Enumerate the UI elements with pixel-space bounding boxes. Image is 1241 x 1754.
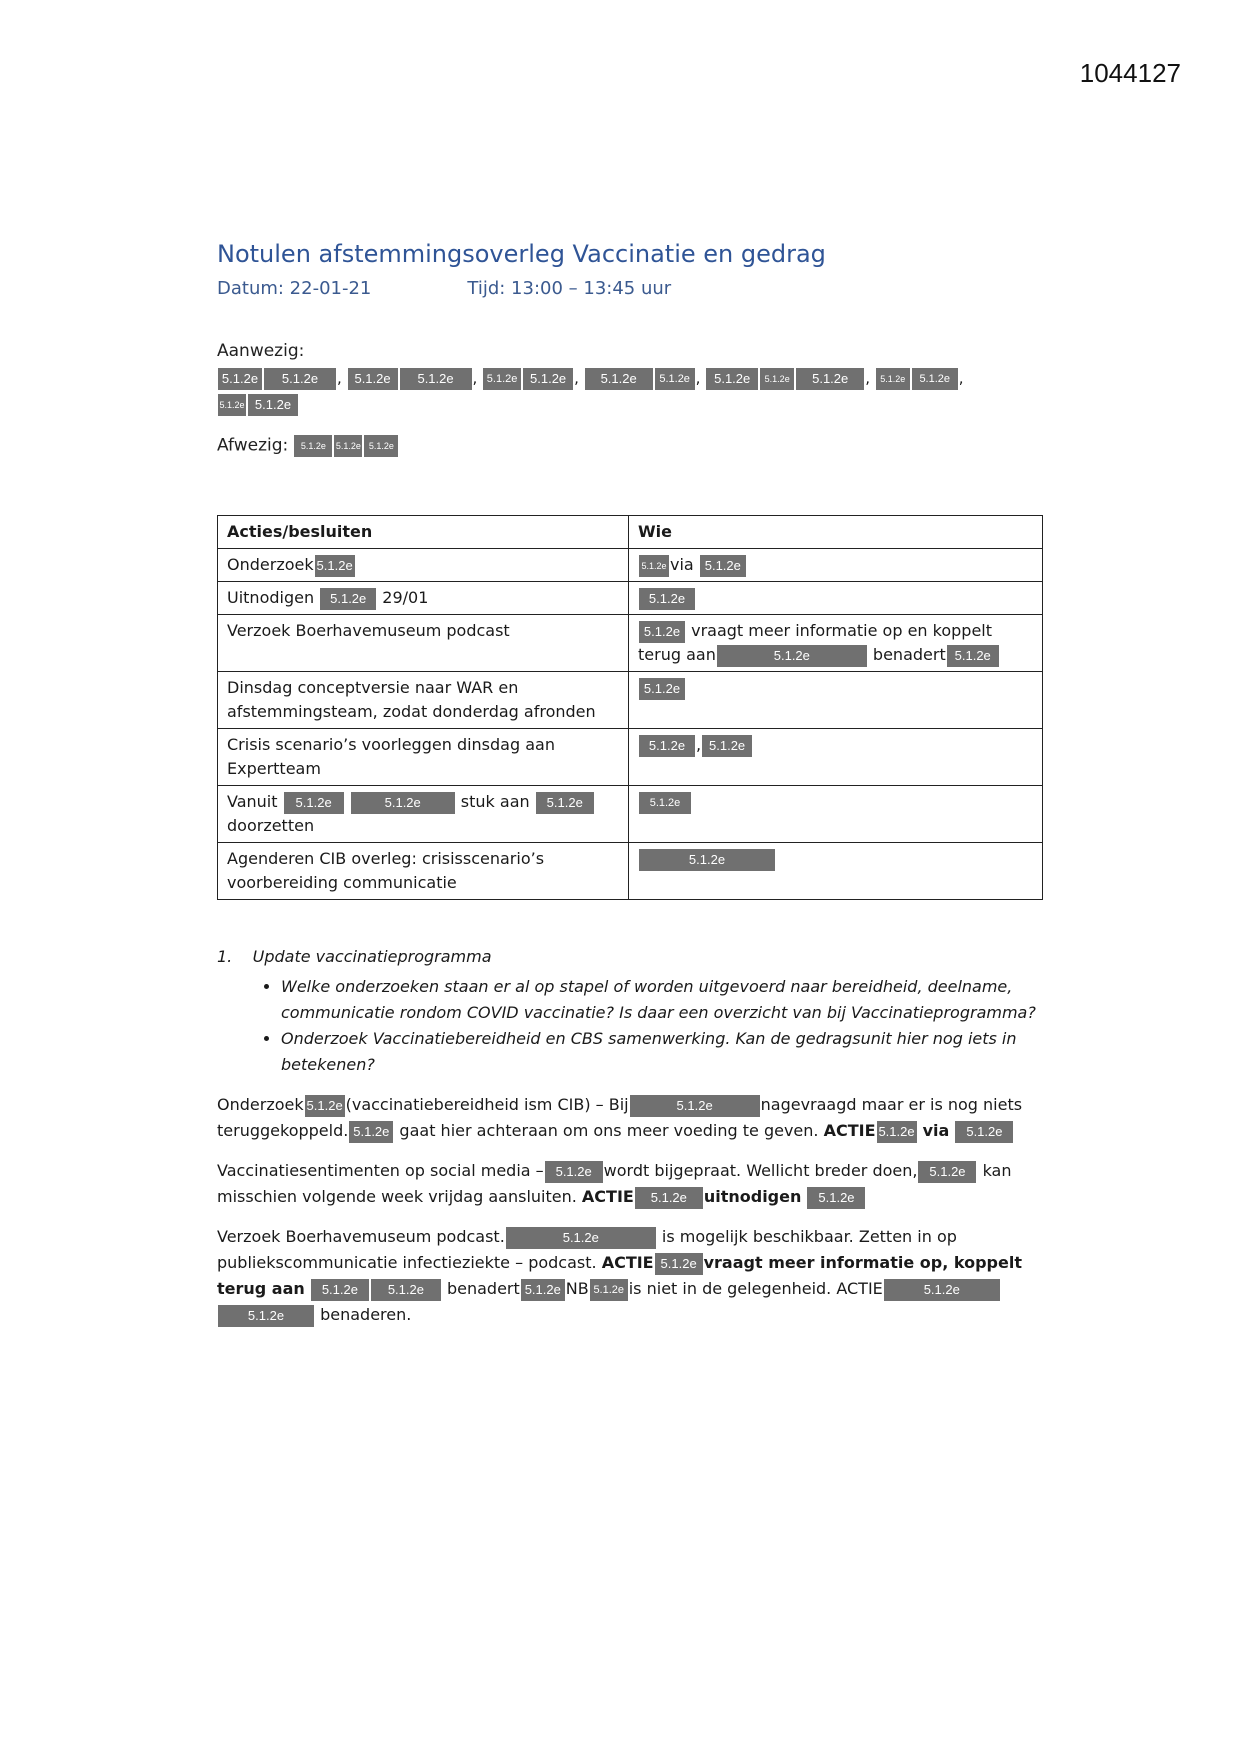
absentees: [217, 435, 1047, 457]
document-id: 1044127: [1079, 58, 1181, 88]
table-cell-who: 5.1.2e , 5.1.2e: [629, 729, 1043, 786]
redaction: 5.1.2e: [655, 1253, 703, 1275]
redaction: 5.1.2e: [545, 1161, 603, 1183]
table-cell-who: [629, 582, 1043, 615]
redaction: 5.1.2e: [523, 368, 573, 390]
redaction: 5.1.2e: [639, 555, 669, 577]
redaction: 5.1.2e: [655, 368, 695, 390]
attendees-list: 5.1.2e 5.1.2e , 5.1.2e 5.1.2e , 5.1.2e 5.1.2e , 5.1.2e 5.1.2e , 5.1.2e 5.1.2e 5.1.2e , 5.1.2e 5.1.2e , 5.1.2e 5.1.2e: [217, 365, 1047, 417]
redaction: 5.1.2e: [717, 645, 867, 667]
redaction: 5.1.2e: [912, 368, 958, 390]
redaction: 5.1.2e: [877, 1121, 917, 1143]
redaction: 5.1.2e: [371, 1279, 441, 1301]
agenda-item-heading: 1. Update vaccinatieprogramma: [217, 947, 492, 966]
meeting-date: Datum: 22-01-21: [217, 278, 372, 299]
redaction: 5.1.2e: [351, 792, 455, 814]
redaction: 5.1.2e: [284, 792, 344, 814]
table-cell-action: Agenderen CIB overleg: crisisscenario’s voorbereiding communicatie: [218, 843, 629, 900]
list-item: • Welke onderzoeken staan er al op stapel of worden uitgevoerd naar bereidheid, deelname, communicatie rondom COVID vaccinatie? Is daar een overzicht van bij Vaccinatieprogramma?: [281, 974, 1047, 1026]
table-row: [218, 672, 1043, 729]
redaction: 5.1.2e: [702, 735, 752, 757]
redaction: 5.1.2e: [349, 1121, 393, 1143]
redaction: 5.1.2e: [947, 645, 999, 667]
list-item: • Onderzoek Vaccinatiebereidheid en CBS samenwerking. Kan de gedragsunit hier nog iets in betekenen?: [281, 1026, 1047, 1078]
redaction: 5.1.2e: [536, 792, 594, 814]
table-row: [218, 786, 1043, 843]
redaction: 5.1.2e: [483, 368, 521, 390]
column-header-who: Wie: [629, 516, 1043, 549]
page-title: Notulen afstemmingsoverleg Vaccinatie en gedrag: [217, 240, 826, 268]
meeting-time: Tijd: 13:00 – 13:45 uur: [467, 278, 672, 299]
redaction: 5.1.2e: [639, 588, 695, 610]
attendees: [217, 341, 1047, 417]
redaction: 5.1.2e: [364, 435, 398, 457]
redaction: 5.1.2e: [264, 368, 336, 390]
absentees-label: Afwezig:: [217, 435, 289, 456]
document-page: [217, 240, 1047, 1328]
redaction: 5.1.2e: [955, 1121, 1013, 1143]
redaction: 5.1.2e: [334, 435, 362, 457]
redaction: 5.1.2e: [630, 1095, 760, 1117]
table-cell-action: Vanuit 5.1.2e 5.1.2e stuk aan 5.1.2e doorzetten: [218, 786, 629, 843]
redaction: 5.1.2e: [796, 368, 864, 390]
table-row: [218, 549, 1043, 582]
redaction: 5.1.2e: [311, 1279, 369, 1301]
redaction: 5.1.2e: [639, 849, 775, 871]
redaction: 5.1.2e: [248, 394, 298, 416]
table-header-row: [218, 516, 1043, 549]
table-cell-action: Verzoek Boerhavemuseum podcast: [218, 615, 629, 672]
agenda-questions: [217, 974, 1047, 1078]
redaction: 5.1.2e: [348, 368, 398, 390]
redaction: 5.1.2e: [635, 1187, 703, 1209]
table-row: [218, 843, 1043, 900]
table-cell-action: Crisis scenario’s voorleggen dinsdag aan Expertteam: [218, 729, 629, 786]
redaction: 5.1.2e: [305, 1095, 345, 1117]
paragraph-podcast: Verzoek Boerhavemuseum podcast. 5.1.2e is mogelijk beschikbaar. Zetten in op publiekscommunicatie infectieziekte – podcast. ACTIE 5.1.2e vraagt meer informatie op, koppelt terug aan 5.1.2e 5.1.2e benadert 5.1.2e NB 5.1.2e is niet in de gelegenheid. ACTIE 5.1.2e 5.1.2e benaderen.: [217, 1224, 1047, 1328]
redaction: 5.1.2e: [590, 1279, 628, 1301]
redaction: 5.1.2e: [760, 368, 794, 390]
paragraph-social-media: Vaccinatiesentimenten op social media – 5.1.2e wordt bijgepraat. Wellicht breder doen, 5.1.2e kan misschien volgende week vrijdag aansluiten. ACTIE 5.1.2e uitnodigen 5.1.2e: [217, 1158, 1047, 1210]
meeting-meta: [217, 278, 1047, 299]
redaction: 5.1.2e: [639, 621, 685, 643]
redaction: 5.1.2e: [218, 368, 262, 390]
redaction: 5.1.2e: [807, 1187, 865, 1209]
table-cell-action: Dinsdag conceptversie naar WAR en afstemmingsteam, zodat donderdag afronden: [218, 672, 629, 729]
table-row: [218, 582, 1043, 615]
redaction: 5.1.2e: [918, 1161, 976, 1183]
table-cell-action: Uitnodigen 5.1.2e 29/01: [218, 582, 629, 615]
table-row: [218, 729, 1043, 786]
column-header-actions: Acties/besluiten: [218, 516, 629, 549]
actions-table: [217, 515, 1043, 900]
redaction: 5.1.2e: [585, 368, 653, 390]
redaction: 5.1.2e: [315, 555, 355, 577]
attendees-label: Aanwezig:: [217, 341, 305, 361]
paragraph-onderzoek: Onderzoek 5.1.2e (vaccinatiebereidheid ism CIB) – Bij 5.1.2e nagevraagd maar er is nog niets teruggekoppeld. 5.1.2e gaat hier achteraan om ons meer voeding te geven. ACTIE 5.1.2e via 5.1.2e: [217, 1092, 1047, 1144]
table-cell-who: 5.1.2e vraagt meer informatie op en koppelt terug aan 5.1.2e benadert 5.1.2e: [629, 615, 1043, 672]
redaction: 5.1.2e: [320, 588, 376, 610]
table-cell-who: [629, 786, 1043, 843]
table-cell-action: Onderzoek 5.1.2e: [218, 549, 629, 582]
redaction: 5.1.2e: [700, 555, 746, 577]
table-cell-who: [629, 672, 1043, 729]
table-cell-who: 5.1.2e via 5.1.2e: [629, 549, 1043, 582]
redaction: 5.1.2e: [506, 1227, 656, 1249]
redaction: 5.1.2e: [884, 1279, 1000, 1301]
table-cell-who: [629, 843, 1043, 900]
redaction: 5.1.2e: [218, 394, 246, 416]
redaction: 5.1.2e: [400, 368, 472, 390]
redaction: 5.1.2e: [706, 368, 758, 390]
redaction: 5.1.2e: [639, 735, 695, 757]
redaction: 5.1.2e: [876, 368, 910, 390]
redaction: 5.1.2e: [521, 1279, 565, 1301]
redaction: 5.1.2e: [294, 435, 332, 457]
table-row: [218, 615, 1043, 672]
redaction: 5.1.2e: [639, 792, 691, 814]
redaction: 5.1.2e: [639, 678, 685, 700]
redaction: 5.1.2e: [218, 1305, 314, 1327]
agenda-item-1: [217, 944, 1047, 1078]
